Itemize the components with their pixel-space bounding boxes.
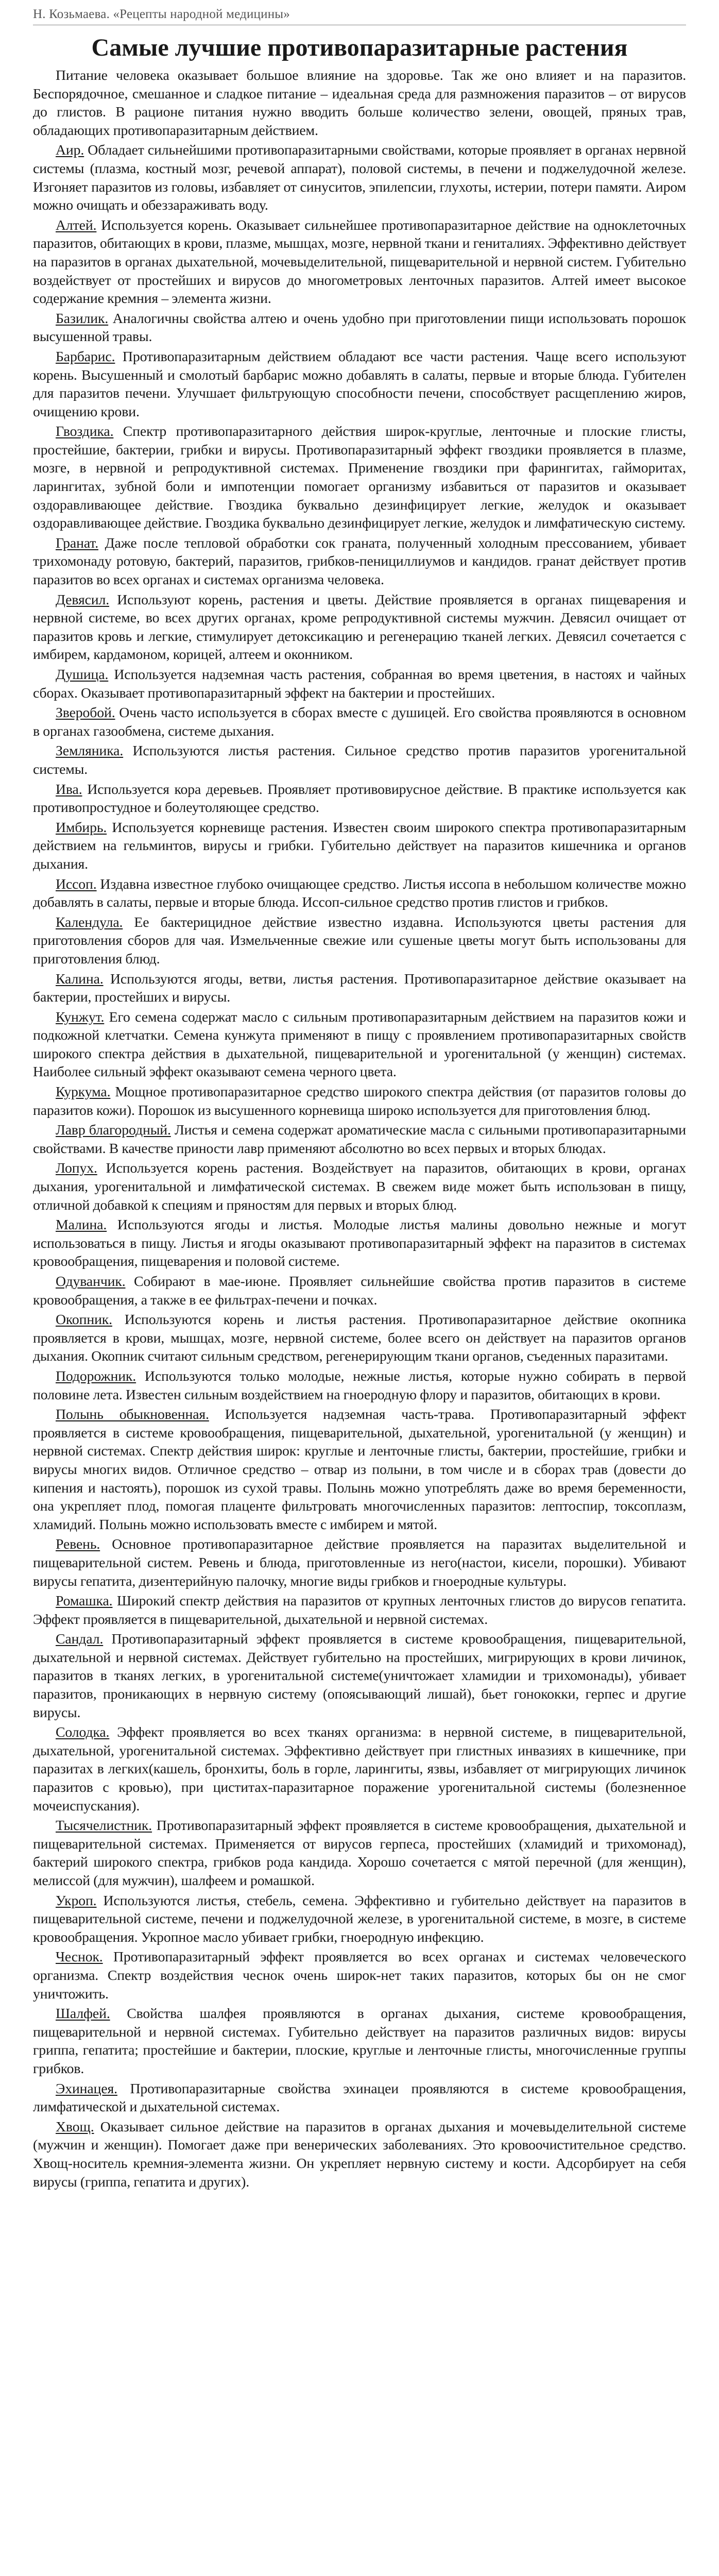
plant-description: Используются ягоды, ветви, листья растения. Противопаразитарное действие оказывает на бактерии, простейших и вирусы.	[33, 971, 686, 1006]
plant-entry	[33, 875, 686, 912]
plant-name: Эхинацея.	[56, 2080, 117, 2097]
plant-description: Противопаразитарный эффект проявляется в системе кровообращения, дыхательной и пищеварительной системах. Применяется от вирусов герпеса, простейших (хламидий и трихомонад), бактерий широкого спектра, грибков рода кандида. Хорошо сочетается с мятой перечной (для женщин), мелиссой (для мужчин), шалфеем и ромашкой.	[33, 1818, 686, 1889]
plant-entry	[33, 1311, 686, 1366]
plant-name: Подорожник.	[56, 1368, 136, 1384]
plant-description: Мощное противопаразитарное средство широкого спектра действия (от паразитов головы до паразитов кожи). Порошок из высушенного корневища широко используется для приготовления блюд.	[33, 1084, 686, 1118]
plant-entry	[33, 1948, 686, 2003]
plant-entry	[33, 970, 686, 1007]
plant-description: Используются листья, стебель, семена. Эффективно и губительно действует на паразитов в пищеварительной системе, печени и поджелудочной железе, в урогенитальной системе, в мозге, в системе кровообращения. Укропное масло убивает грибки, гноеродную инфекцию.	[33, 1892, 686, 1945]
plant-description: Его семена содержат масло с сильным противопаразитарным действием на паразитов кожи и подкожной клетчатки. Семена кунжута применяют в пищу с проявлением противопаразитарных свойств широкого спектра действия в дыхательной, пищеварительной и урогенитальной (у женщин) системах. Наиболее сильный эффект оказывают семена черного цвета.	[33, 1009, 686, 1080]
plant-entry	[33, 216, 686, 308]
plant-entry	[33, 1083, 686, 1120]
plant-name: Зверобой.	[56, 705, 115, 721]
plant-name: Сандал.	[56, 1631, 104, 1648]
plant-name: Лавр благородный.	[56, 1122, 171, 1139]
plant-description: Широкий спектр действия на паразитов от крупных ленточных глистов до вирусов гепатита. Эффект проявляется в пищеварительной, дыхательной и нервной системах.	[33, 1593, 686, 1628]
plant-name: Барбарис.	[56, 348, 115, 365]
plant-entry	[33, 1817, 686, 1890]
plant-entry	[33, 781, 686, 817]
plant-description: Используются корень и листья растения. Противопаразитарное действие окопника проявляется в крови, мышцах, мозге, нервной системе, более всего он действует на паразитов органов дыхания. Окопник считают сильным средством, регенерирующим ткани органов, съеденных паразитами.	[33, 1312, 686, 1365]
plant-description: Аналогичны свойства алтею и очень удобно при приготовлении пищи использовать порошок высушенной травы.	[33, 310, 686, 345]
plant-entry	[33, 666, 686, 702]
plant-description: Спектр противопаразитарного действия широк-круглые, ленточные и плоские глисты, простейшие, бактерии, грибки и вирусы. Противопаразитарный эффект гвоздики проявляется в плазме, мозге, в нервной и репродуктивной системах. Применение гвоздики при фарингитах, гайморитах, ларингитах, зубной боли и импотенции помогает организму избавиться от паразитов и оказывает оздоравливающее действие. Гвоздика буквально дезинфицирует легкие, желудок и оказывает оздоравливающее действие. Гвоздика буквально дезинфицирует легкие, желудок и лимфатическую систему.	[33, 423, 686, 532]
plant-description: Собирают в мае-июне. Проявляет сильнейшие свойства против паразитов в системе кровообращения, а также в ее фильтрах-печени и почках.	[33, 1274, 686, 1308]
plant-name: Ревень.	[56, 1536, 100, 1553]
plant-entry	[33, 591, 686, 664]
plant-name: Кунжут.	[56, 1009, 105, 1025]
plant-description: Эффект проявляется во всех тканях организма: в нервной системе, в пищеварительной, дыхательной, урогенитальной системах. Эффективно действует при глистных инвазиях в кишечнике, при паразитах в легких(кашель, бронхиты, боль в горле, ларингиты, язвы, избавляет от мигрирующих личинок паразитов с кровью), при циститах-паразитарное поражение урогенитальной системы (болезненное мочеиспускания).	[33, 1724, 686, 1814]
plant-entry	[33, 310, 686, 346]
plant-list	[33, 141, 686, 2191]
plant-description: Используется корень растения. Воздействует на паразитов, обитающих в крови, органах дыхания, урогенитальной и лимфатической системах. В свежем виде может быть использован в пищу, отличной добавкой к специям и пряностям для первых и вторых блюд.	[33, 1160, 686, 1213]
plant-name: Ромашка.	[56, 1593, 113, 1609]
plant-name: Земляника.	[56, 743, 124, 759]
plant-description: Даже после тепловой обработки сок граната, полученный холодным прессованием, убивает трихомонаду ротовую, бактерий, паразитов, грибков-пенициллиумов и кандидов. гранат действует против паразитов во всех органах и системах организма человека.	[33, 535, 686, 588]
plant-name: Гранат.	[56, 535, 99, 551]
plant-entry	[33, 1592, 686, 1629]
plant-name: Календула.	[56, 914, 123, 930]
plant-entry	[33, 704, 686, 740]
plant-name: Душица.	[56, 667, 109, 683]
plant-name: Чеснок.	[56, 1949, 103, 1965]
plant-entry	[33, 1159, 686, 1214]
plant-entry	[33, 1535, 686, 1590]
plant-name: Лопух.	[56, 1160, 97, 1177]
plant-entry	[33, 2118, 686, 2191]
plant-name: Куркума.	[56, 1084, 111, 1100]
plant-name: Полынь обыкновенная.	[56, 1406, 209, 1423]
plant-description: Издавна известное глубоко очищающее средство. Листья иссопа в небольшом количестве можно добавлять в салаты, первые и вторые блюда. Иссоп-сильное средство против глистов и грибков.	[33, 876, 686, 911]
plant-entry	[33, 1405, 686, 1534]
plant-entry	[33, 141, 686, 214]
plant-description: Оказывает сильное действие на паразитов в органах дыхания и мочевыделительной системе (мужчин и женщин). Помогает даже при венерических заболеваниях. Это кровоочистительное средство. Хвощ-носитель кремния-элемента жизни. Он укрепляет нервную систему и кости. Адсорбирует на себя вирусы (гриппа, гепатита и других).	[33, 2119, 686, 2190]
plant-description: Используется надземная часть растения, собранная во время цветения, в настоях и чайных сборах. Оказывает противопаразитарный эффект на бактерии и простейших.	[33, 667, 686, 701]
page-title: Самые лучшие противопаразитарные растения	[91, 34, 628, 61]
running-header: Н. Козьмаева. «Рецепты народной медицины»	[33, 7, 686, 25]
plant-entry	[33, 1216, 686, 1271]
plant-name: Иссоп.	[56, 876, 97, 892]
plant-name: Малина.	[56, 1217, 107, 1233]
plant-name: Девясил.	[56, 591, 110, 608]
plant-entry	[33, 1630, 686, 1722]
plant-entry	[33, 1723, 686, 1815]
plant-description: Используются листья растения. Сильное средство против паразитов урогенитальной системы.	[33, 743, 686, 777]
plant-name: Хвощ.	[56, 2119, 94, 2135]
plant-entry	[33, 2080, 686, 2116]
intro-section	[33, 66, 686, 140]
plant-name: Солодка.	[56, 1724, 110, 1741]
plant-entry	[33, 348, 686, 421]
plant-description: Используются только молодые, нежные листья, которые нужно собирать в первой половине лета. Известен сильным воздействием на гноеродную флору и паразитов, обитающих в крови.	[33, 1368, 686, 1403]
plant-entry	[33, 1367, 686, 1404]
plant-name: Окопник.	[56, 1312, 112, 1328]
plant-name: Гвоздика.	[56, 423, 114, 440]
plant-name: Шалфей.	[56, 2006, 110, 2022]
plant-name: Аир.	[56, 142, 84, 159]
plant-description: Обладает сильнейшими противопаразитарными свойствами, которые проявляет в органах нервной системы (плазма, костный мозг, речевой аппарат), половой системы, в печени и поджелудочной железе. Изгоняет паразитов из головы, избавляет от синуситов, эпилепсии, глухоты, истерии, потери памяти. Аиром можно очищать и обеззараживать воду.	[33, 142, 686, 214]
plant-name: Алтей.	[56, 217, 97, 233]
plant-entry	[33, 1008, 686, 1081]
plant-name: Базилик.	[56, 310, 109, 327]
plant-name: Калина.	[56, 971, 104, 987]
plant-description: Противопаразитарный эффект проявляется во всех органах и системах человеческого организма. Спектр воздействия чеснок очень широк-нет таких паразитов, которых бы он не смог уничтожить.	[33, 1949, 686, 2002]
plant-entry	[33, 534, 686, 589]
plant-name: Имбирь.	[56, 819, 107, 836]
plant-entry	[33, 819, 686, 874]
plant-entry	[33, 1273, 686, 1309]
plant-description: Основное противопаразитарное действие проявляется на паразитах выделительной и пищеварительной систем. Ревень и блюда, приготовленные из него(настои, кисели, порошки). Убивают вирусы гепатита, дизентерийную палочку, многие виды грибков и гноеродные культуры.	[33, 1536, 686, 1589]
plant-description: Используется надземная часть-трава. Противопаразитарный эффект проявляется в системе кровообращения, пищеварительной, дыхательной, урогенитальной (у женщин) и нервной системах. Спектр действия широк: круглые и ленточные глисты, бактерии, простейшие, грибки и вирусы многих видов. Отличное средство – отвар из полыни, в том числе и в сборах трав (довести до кипения и настоять), порошок из сухой травы. Полынь можно употреблять даже во время беременности, она укрепляет плод, помогая плаценте фильтровать многочисленных паразитов: лептоспир, токсоплазм, хламидий. Полынь можно использовать вместе с имбирем и мятой.	[33, 1406, 686, 1533]
plant-name: Укроп.	[56, 1892, 97, 1909]
plant-description: Листья и семена содержат ароматические масла с сильными противопаразитарными свойствами. В качестве приности лавр применяют абсолютно во всех первых и вторых блюдах.	[33, 1122, 686, 1157]
plant-entry	[33, 913, 686, 969]
plant-entry	[33, 1121, 686, 1158]
plant-name: Тысячелистник.	[56, 1818, 152, 1834]
plant-name: Ива.	[56, 781, 82, 798]
plant-description: Противопаразитарным действием обладают все части растения. Чаще всего используют корень. Высушенный и смолотый барбарис можно добавлять в салаты, первые и вторые блюда. Губителен для паразитов печени. Улучшает фильтрующую способности печени, способствует расщеплению жиров, очищению крови.	[33, 348, 686, 420]
plant-description: Используется корневище растения. Известен своим широкого спектра противопаразитарным действием на гельминтов, вирусы и грибки. Губительно действует на паразитов кишечника и органов дыхания.	[33, 819, 686, 872]
plant-description: Свойства шалфея проявляются в органах дыхания, системе кровообращения, пищеварительной и нервной системах. Губительно действует на паразитов различных видов: вирусы гриппа, гепатита; простейшие и бактерии, плоские, круглые и ленточные глисты, многочисленные группы грибков.	[33, 2006, 686, 2077]
plant-entry	[33, 2005, 686, 2078]
intro-paragraph: Питание человека оказывает большое влияние на здоровье. Так же оно влияет и на паразитов. Беспорядочное, смешанное и сладкое питание – идеальная среда для размножения паразитов – от вирусов до глистов. В рационе питания нужно вводить больше количество зелени, овощей, пряных трав, обладающих противопаразитарным действием.	[33, 67, 686, 139]
plant-entry	[33, 742, 686, 778]
plant-entry	[33, 422, 686, 533]
plant-entry	[33, 1892, 686, 1947]
plant-description: Очень часто используется в сборах вместе с душицей. Его свойства проявляются в основном в органах газообмена, системе дыхания.	[33, 705, 686, 739]
plant-description: Используется корень. Оказывает сильнейшее противопаразитарное действие на одноклеточных паразитов, обитающих в крови, плазме, мышцах, мозге, нервной ткани и гениталиях. Эффективно действует на паразитов в органах дыхательной, мочевыделительной, пищеварительной и нервной систем. Губительно воздействует от простейших и вирусов до многометровых ленточных паразитов. Алтей имеет высокое содержание кремния – элемента жизни.	[33, 217, 686, 307]
plant-name: Одуванчик.	[56, 1274, 126, 1290]
plant-description: Противопаразитарный эффект проявляется в системе кровообращения, пищеварительной, дыхательной и нервной системах. Действует губительно на простейших, мигрирующих в крови личинок, паразитов в тканях легких, в урогенитальной системе(уничтожает хламидии и трихомонады), убивает паразитов, проникающих в нервную систему (опоясывающий лишай), бьет гонококки, герпес и другие вирусы.	[33, 1631, 686, 1721]
plant-description: Используют корень, растения и цветы. Действие проявляется в органах пищеварения и нервной системе, во всех других органах, кроме репродуктивной системы мужчин. Девясил очищает от паразитов кровь и легкие, стимулирует детоксикацию и регенерацию тканей легких. Девясил сочетается с имбирем, кардамоном, корицей, алтеем и оконником.	[33, 591, 686, 663]
plant-description: Противопаразитарные свойства эхинацеи проявляются в системе кровообращения, лимфатической и дыхательной системах.	[33, 2080, 686, 2115]
plant-description: Используется кора деревьев. Проявляет противовирусное действие. В практике используется как противопростудное и болеутоляющее средство.	[33, 781, 686, 816]
plant-description: Используются ягоды и листья. Молодые листья малины довольно нежные и могут использоваться в пищу. Листья и ягоды оказывают противопаразитарный эффект на паразитов в системах кровообращения, пищеварения и половой системе.	[33, 1217, 686, 1270]
plant-description: Ее бактерицидное действие известно издавна. Используются цветы растения для приготовления сборов для чая. Измельченные свежие или сушеные цветы могут быть использованы для приготовления блюд.	[33, 914, 686, 967]
